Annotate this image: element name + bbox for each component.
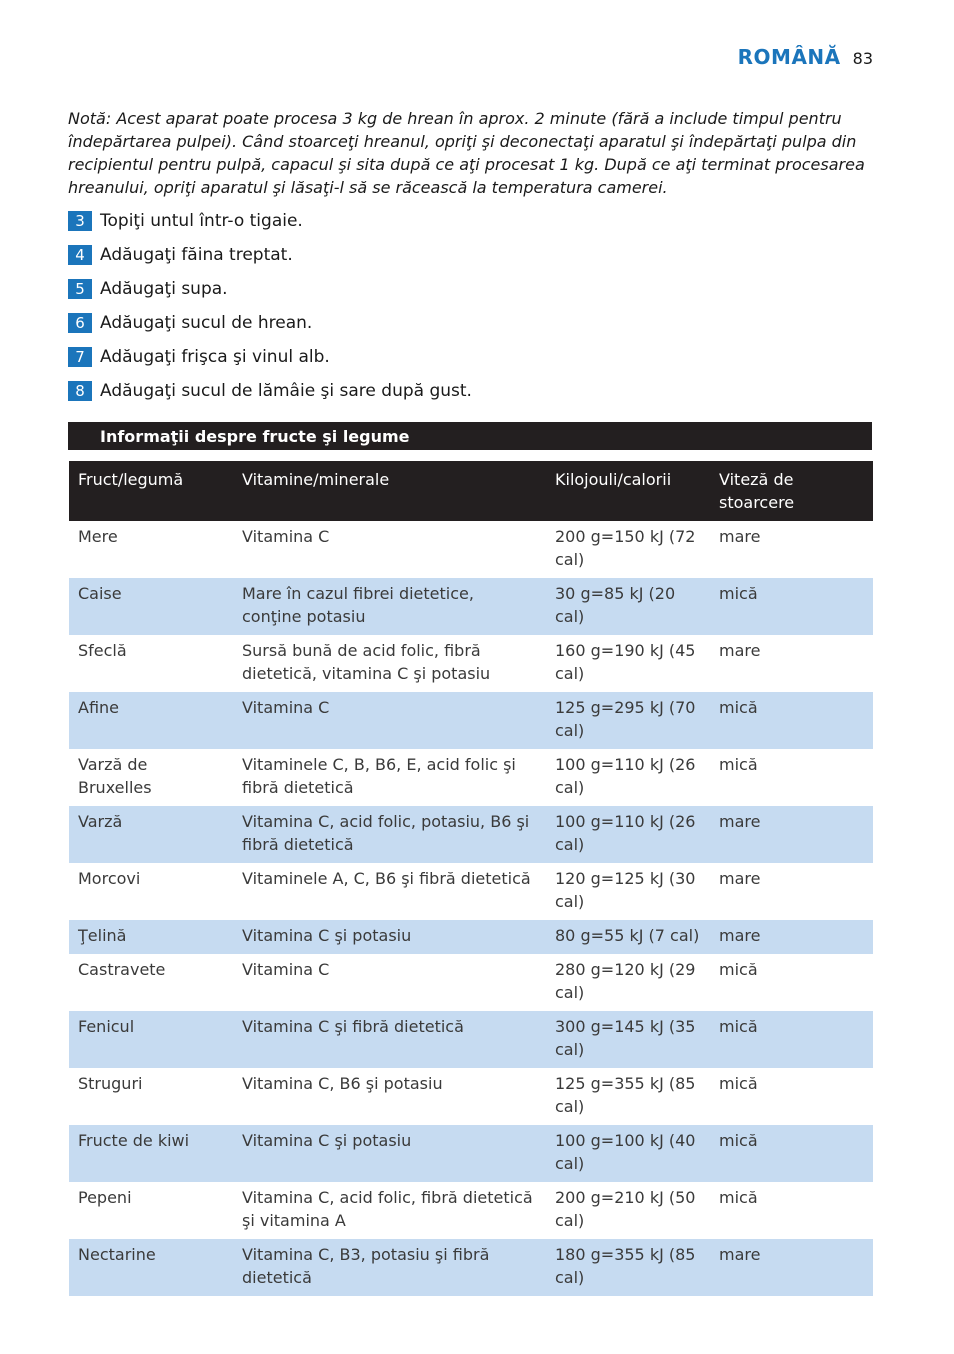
- table-row: [69, 806, 873, 863]
- cell-vitamins: Vitamina C: [233, 692, 546, 749]
- step-7: [68, 346, 472, 368]
- step-5: [68, 278, 472, 300]
- cell-calories: 100 g=110 kJ (26 cal): [546, 806, 710, 863]
- step-text: Adăugaţi sucul de lămâie şi sare după gust.: [100, 381, 472, 401]
- cell-vitamins: Vitaminele C, B, B6, E, acid folic şi fibră dietetică: [242, 755, 516, 797]
- table-row: [69, 1125, 873, 1182]
- cell-speed: mică: [710, 1011, 873, 1068]
- section-title: Informaţii despre fructe şi legume: [100, 426, 410, 446]
- cell-speed: mare: [710, 1239, 873, 1296]
- cell-speed: mică: [719, 1074, 758, 1093]
- cell-calories: 200 g=210 kJ (50 cal): [555, 1188, 696, 1230]
- cell-vitamins: Vitamina C şi potasiu: [233, 920, 546, 954]
- step-text: Adăugaţi făina treptat.: [100, 245, 293, 265]
- step-number: 5: [68, 279, 92, 299]
- col-header-speed: Viteză de stoarcere: [710, 461, 873, 521]
- cell-fruit: Mere: [78, 527, 118, 546]
- cell-speed: mare: [719, 869, 761, 888]
- cell-vitamins: Vitamina C şi potasiu: [233, 1125, 546, 1182]
- cell-fruit: Fenicul: [69, 1011, 233, 1068]
- cell-fruit: Sfeclă: [78, 641, 127, 660]
- table-row: [69, 521, 873, 578]
- cell-vitamins: Mare în cazul fibrei dietetice, conţine potasiu: [233, 578, 546, 635]
- language-label: ROMÂNĂ: [737, 45, 841, 69]
- step-number: 3: [68, 211, 92, 231]
- cell-calories: 300 g=145 kJ (35 cal): [546, 1011, 710, 1068]
- step-4: [68, 244, 472, 266]
- cell-fruit: Struguri: [78, 1074, 143, 1093]
- cell-vitamins: Vitamina C, B3, potasiu şi fibră dietetică: [233, 1239, 546, 1296]
- step-number: 8: [68, 381, 92, 401]
- col-header-calories: Kilojouli/calorii: [546, 461, 710, 521]
- cell-vitamins: Vitamina C, acid folic, fibră dietetică şi vitamina A: [242, 1188, 533, 1230]
- fruit-vegetable-table: [69, 461, 873, 1296]
- note-paragraph: Notă: Acest aparat poate procesa 3 kg de hrean în aprox. 2 minute (fără a include timpul pentru îndepărtarea pulpei). Când stoarceţi hreanul, opriţi şi deconectaţi aparatul şi îndepărtaţi pulpa din recipientul pentru pulpă, capacul şi sita după ce aţi procesat 1 kg. După ce aţi terminat procesarea hreanului, opriţi aparatul şi lăsaţi-l să se răcească la temperatura camerei.: [68, 109, 865, 197]
- step-text: Topiţi untul într-o tigaie.: [100, 211, 303, 231]
- page-number: 83: [852, 49, 873, 68]
- cell-vitamins: Vitamina C, B6 şi potasiu: [242, 1074, 443, 1093]
- cell-vitamins: Vitaminele A, C, B6 şi fibră dietetică: [242, 869, 531, 888]
- cell-speed: mică: [719, 1188, 758, 1207]
- table-row: [69, 1182, 873, 1239]
- table-row: [69, 1068, 873, 1125]
- col-header-vitamins: Vitamine/minerale: [233, 461, 546, 521]
- cell-calories: 30 g=85 kJ (20 cal): [546, 578, 710, 635]
- cell-fruit: Ţelină: [69, 920, 233, 954]
- table-row: [69, 863, 873, 920]
- cell-vitamins: Sursă bună de acid folic, fibră dietetică, vitamina C şi potasiu: [242, 641, 491, 683]
- cell-calories: 100 g=110 kJ (26 cal): [555, 755, 696, 797]
- cell-vitamins: Vitamina C şi fibră dietetică: [233, 1011, 546, 1068]
- col-header-fruit: Fruct/legumă: [69, 461, 233, 521]
- cell-fruit: Varză: [69, 806, 233, 863]
- step-number: 7: [68, 347, 92, 367]
- table-row: [69, 1239, 873, 1296]
- table-row: [69, 635, 873, 692]
- cell-calories: 200 g=150 kJ (72 cal): [555, 527, 696, 569]
- cell-fruit: Fructe de kiwi: [69, 1125, 233, 1182]
- step-text: Adăugaţi frişca şi vinul alb.: [100, 347, 330, 367]
- cell-fruit: Caise: [69, 578, 233, 635]
- table-row: [69, 578, 873, 635]
- section-title-bar: [68, 422, 872, 450]
- cell-calories: 80 g=55 kJ (7 cal): [546, 920, 710, 954]
- step-number: 4: [68, 245, 92, 265]
- cell-speed: mare: [710, 806, 873, 863]
- cell-fruit: Pepeni: [78, 1188, 132, 1207]
- step-number: 6: [68, 313, 92, 333]
- cell-calories: 180 g=355 kJ (85 cal): [546, 1239, 710, 1296]
- step-text: Adăugaţi supa.: [100, 279, 228, 299]
- cell-speed: mică: [719, 755, 758, 774]
- page-header: [738, 45, 873, 69]
- cell-fruit: Nectarine: [69, 1239, 233, 1296]
- cell-vitamins: Vitamina C, acid folic, potasiu, B6 şi fibră dietetică: [233, 806, 546, 863]
- cell-speed: mare: [719, 641, 761, 660]
- cell-fruit: Morcovi: [78, 869, 141, 888]
- cell-fruit: Afine: [69, 692, 233, 749]
- table-row: [69, 692, 873, 749]
- cell-fruit: Castravete: [78, 960, 166, 979]
- cell-speed: mică: [719, 960, 758, 979]
- cell-vitamins: Vitamina C: [242, 960, 330, 979]
- cell-calories: 280 g=120 kJ (29 cal): [555, 960, 696, 1002]
- cell-speed: mare: [710, 920, 873, 954]
- table-header-row: [69, 461, 873, 521]
- cell-speed: mare: [719, 527, 761, 546]
- table-row: [69, 749, 873, 806]
- step-3: [68, 210, 472, 232]
- step-8: [68, 380, 472, 402]
- cell-calories: 160 g=190 kJ (45 cal): [555, 641, 696, 683]
- cell-calories: 100 g=100 kJ (40 cal): [546, 1125, 710, 1182]
- cell-fruit: Varză de Bruxelles: [78, 755, 152, 797]
- cell-calories: 125 g=355 kJ (85 cal): [555, 1074, 696, 1116]
- table-row: [69, 920, 873, 954]
- step-6: [68, 312, 472, 334]
- cell-vitamins: Vitamina C: [242, 527, 330, 546]
- table-row: [69, 954, 873, 1011]
- cell-speed: mică: [710, 692, 873, 749]
- table-row: [69, 1011, 873, 1068]
- cell-calories: 125 g=295 kJ (70 cal): [546, 692, 710, 749]
- cell-speed: mică: [710, 1125, 873, 1182]
- step-text: Adăugaţi sucul de hrean.: [100, 313, 313, 333]
- cell-calories: 120 g=125 kJ (30 cal): [555, 869, 696, 911]
- steps-list: [68, 210, 472, 414]
- cell-speed: mică: [710, 578, 873, 635]
